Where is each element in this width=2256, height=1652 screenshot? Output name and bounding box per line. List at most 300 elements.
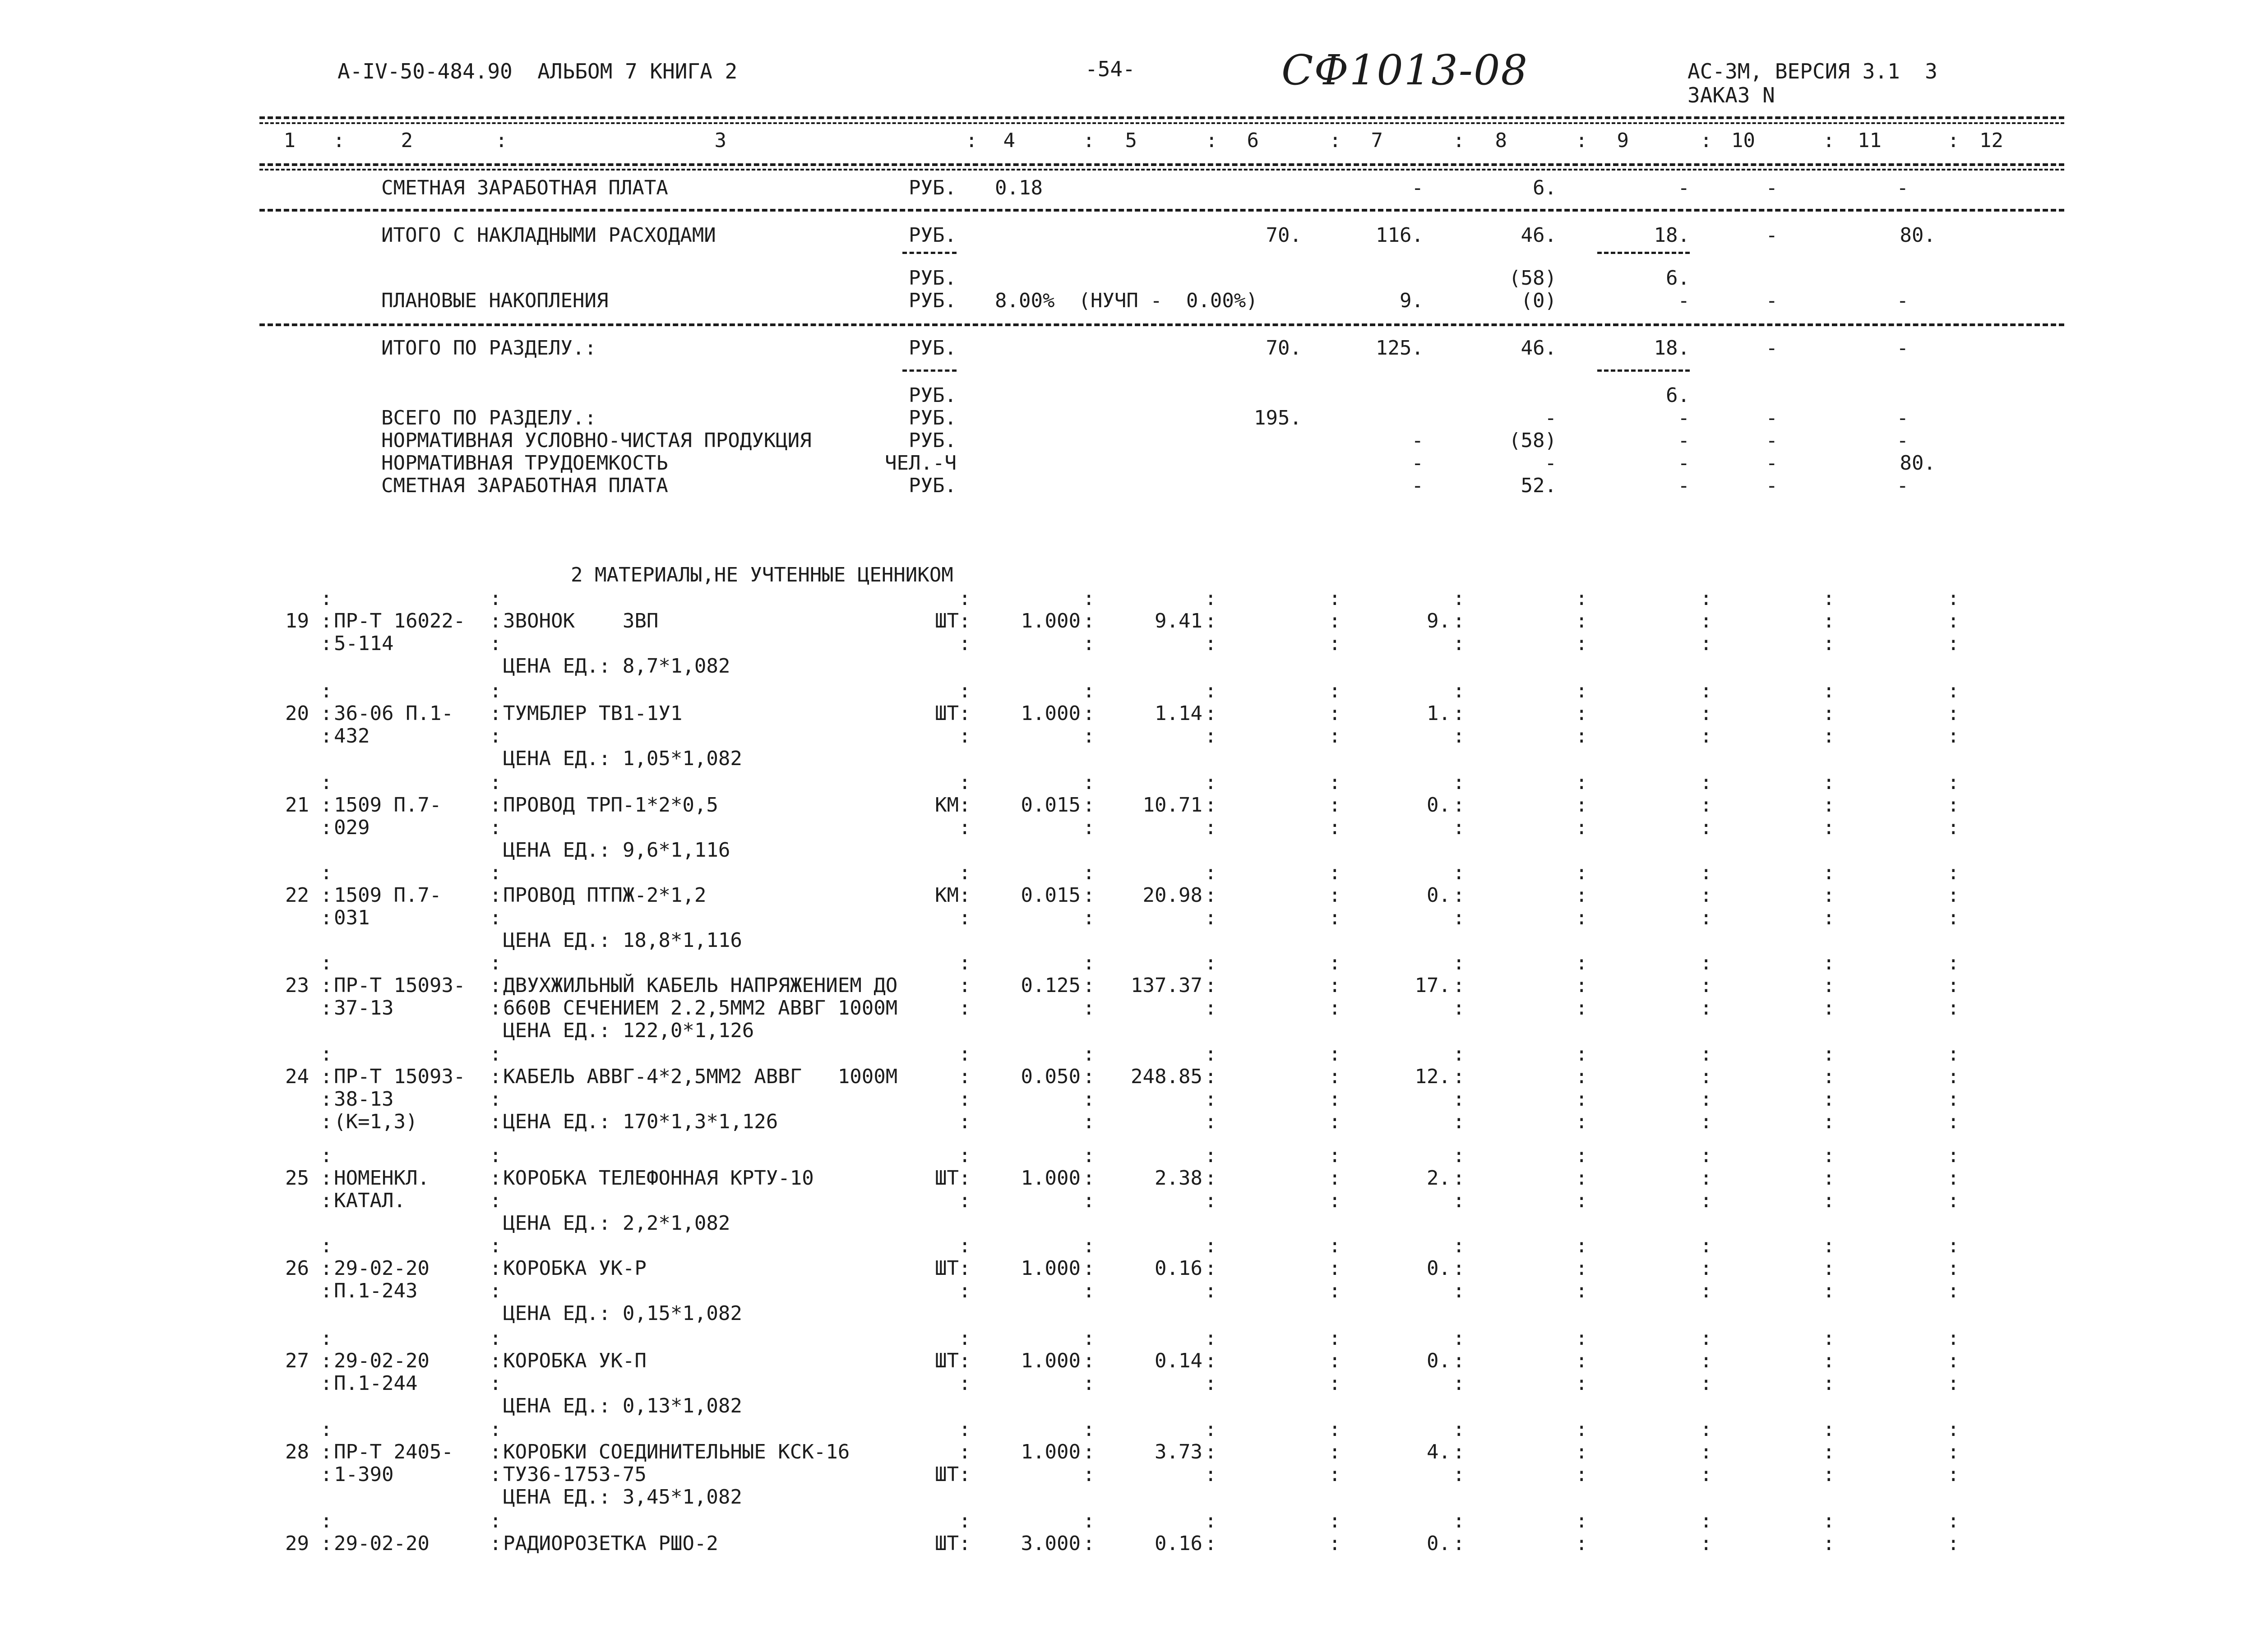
row-separator: : [1083,1327,1095,1350]
row-separator: : [1700,974,1712,997]
summary-label: НОРМАТИВНАЯ УСЛОВНО-ЧИСТАЯ ПРОДУКЦИЯ [381,429,812,452]
row-separator: : [1205,1110,1217,1133]
row-separator: : [1700,1234,1712,1257]
row-separator: : [1083,816,1095,839]
row-separator: : [1700,1532,1712,1555]
row-separator: : [959,816,971,839]
row-separator: : [1329,1372,1341,1395]
row-separator: : [320,974,333,997]
item-name: 660В СЕЧЕНИЕМ 2.2,5ММ2 АВВГ 1000М [503,997,898,1020]
row-separator: : [1576,587,1588,610]
row-separator: : [1700,1463,1712,1486]
row-separator: : [1700,1327,1712,1350]
item-unit: ШТ [935,609,959,632]
row-separator: : [490,1327,502,1350]
row-separator: : [959,1088,971,1111]
row-separator: : [1823,609,1835,632]
row-separator: : [1453,1189,1465,1212]
subtotal-underline [1597,252,1690,254]
item-price-note: ЦЕНА ЕД.: 1,05*1,082 [503,747,742,770]
row-separator: : [1329,1043,1341,1066]
item-price-note: ЦЕНА ЕД.: 122,0*1,126 [503,1019,754,1042]
item-total: 0. [1427,1257,1451,1280]
row-separator: : [1453,1349,1465,1372]
column-separator: : [333,129,345,152]
row-separator: : [1083,1372,1095,1395]
summary-value: 80. [1900,452,1936,475]
summary-value: 0.18 [995,176,1043,199]
row-separator: : [1700,1257,1712,1280]
row-separator: : [1823,794,1835,817]
summary-label: ИТОГО ПО РАЗДЕЛУ.: [381,337,596,360]
item-quantity: 0.125 [1021,974,1081,997]
row-separator: : [490,724,502,748]
item-code: 37-13 [334,997,394,1020]
row-separator: : [1329,609,1341,632]
row-separator: : [1083,1418,1095,1441]
row-separator: : [490,997,502,1020]
item-total: 1. [1427,702,1451,725]
column-separator: : [1576,129,1588,152]
row-separator: : [1947,997,1960,1020]
row-separator: : [1205,1043,1217,1066]
row-separator: : [490,974,502,997]
row-separator: : [1700,1043,1712,1066]
row-separator: : [1823,1279,1835,1302]
row-separator: : [490,1065,502,1088]
row-separator: : [1576,906,1588,929]
row-separator: : [1083,771,1095,794]
summary-value: - [1766,176,1778,199]
column-number: 4 [1003,129,1015,152]
row-separator: : [320,1327,333,1350]
row-separator: : [959,1043,971,1066]
row-separator: : [320,724,333,748]
row-separator: : [1947,974,1960,997]
row-separator: : [1205,679,1217,702]
row-separator: : [1205,587,1217,610]
row-separator: : [1205,974,1217,997]
summary-unit: РУБ. [909,176,957,199]
row-separator: : [1823,1110,1835,1133]
row-separator: : [1700,1372,1712,1395]
summary-value: - [1896,337,1909,360]
row-separator: : [320,1234,333,1257]
row-separator: : [1576,1372,1588,1395]
item-number: 19 [285,609,309,632]
item-unit: КМ [935,794,959,817]
summary-value: - [1766,474,1778,497]
summary-unit: РУБ. [909,406,957,429]
item-code: КАТАЛ. [334,1189,406,1212]
summary-value: 195. [1254,406,1302,429]
row-separator: : [1205,1234,1217,1257]
row-separator: : [959,587,971,610]
row-separator: : [1700,632,1712,655]
row-separator: : [490,1418,502,1441]
row-separator: : [1823,679,1835,702]
item-quantity: 0.050 [1021,1065,1081,1088]
summary-value: - [1766,452,1778,475]
item-unit-price: 0.16 [1155,1257,1202,1280]
row-separator: : [490,816,502,839]
row-separator: : [1823,816,1835,839]
summary-value: - [1766,337,1778,360]
row-separator: : [320,1257,333,1280]
row-separator: : [1947,1349,1960,1372]
row-separator: : [959,906,971,929]
row-separator: : [1329,997,1341,1020]
order-number: ЗАКАЗ N [1687,83,1775,107]
column-number: 9 [1617,129,1629,152]
rule-top-2 [259,122,2064,124]
row-separator: : [1947,771,1960,794]
summary-value: - [1896,406,1909,429]
item-unit-price: 20.98 [1142,884,1202,907]
row-separator: : [1329,1349,1341,1372]
row-separator: : [490,632,502,655]
row-separator: : [1700,906,1712,929]
row-separator: : [1823,997,1835,1020]
row-separator: : [1329,1257,1341,1280]
row-separator: : [1083,1279,1095,1302]
row-separator: : [1576,1463,1588,1486]
summary-label: ПЛАНОВЫЕ НАКОПЛЕНИЯ [381,289,609,312]
item-number: 26 [285,1257,309,1280]
row-separator: : [1700,1065,1712,1088]
row-separator: : [490,1349,502,1372]
item-total: 12. [1415,1065,1451,1088]
row-separator: : [490,771,502,794]
summary-value: 46. [1521,224,1557,247]
row-separator: : [1947,1144,1960,1167]
row-separator: : [1576,632,1588,655]
row-separator: : [1329,771,1341,794]
row-separator: : [1823,1065,1835,1088]
summary-value: - [1544,406,1557,429]
row-separator: : [1205,1532,1217,1555]
row-separator: : [1453,794,1465,817]
row-separator: : [959,1257,971,1280]
row-separator: : [320,861,333,884]
row-separator: : [490,1372,502,1395]
row-separator: : [320,1110,333,1133]
row-separator: : [1947,794,1960,817]
row-separator: : [1700,1144,1712,1167]
item-total: 9. [1427,609,1451,632]
rule-header-1 [259,163,2064,166]
row-separator: : [1700,884,1712,907]
rule-top-1 [259,116,2064,119]
row-separator: : [1576,1257,1588,1280]
row-separator: : [1576,1234,1588,1257]
row-separator: : [1453,724,1465,748]
row-separator: : [1700,951,1712,974]
column-number: 12 [1979,129,2003,152]
row-separator: : [1329,884,1341,907]
row-separator: : [1947,1110,1960,1133]
row-separator: : [1205,1418,1217,1441]
item-code: П.1-243 [334,1279,418,1302]
row-separator: : [320,587,333,610]
row-separator: : [490,1279,502,1302]
item-code: 29-02-20 [334,1349,430,1372]
row-separator: : [320,1043,333,1066]
item-unit: КМ [935,884,959,907]
row-separator: : [1576,816,1588,839]
row-separator: : [1576,1065,1588,1088]
row-separator: : [1823,1463,1835,1486]
row-separator: : [1947,1234,1960,1257]
row-separator: : [490,884,502,907]
item-total: 0. [1427,1349,1451,1372]
row-separator: : [320,1144,333,1167]
item-unit-price: 9.41 [1155,609,1202,632]
row-separator: : [1083,794,1095,817]
row-separator: : [959,974,971,997]
row-separator: : [1329,1144,1341,1167]
column-separator: : [495,129,508,152]
summary-value: - [1896,176,1909,199]
row-separator: : [1947,951,1960,974]
row-separator: : [959,1418,971,1441]
item-code: НОМЕНКЛ. [334,1167,430,1190]
row-separator: : [1329,724,1341,748]
item-unit: ШТ [935,702,959,725]
row-separator: : [1329,906,1341,929]
row-separator: : [1947,906,1960,929]
row-separator: : [490,587,502,610]
item-price-note: ЦЕНА ЕД.: 170*1,3*1,126 [503,1110,778,1133]
row-separator: : [1576,679,1588,702]
item-name: КАБЕЛЬ АВВГ-4*2,5ММ2 АВВГ 1000М [503,1065,898,1088]
summary-value: - [1411,176,1424,199]
row-separator: : [1205,1372,1217,1395]
row-separator: : [490,1144,502,1167]
row-separator: : [1083,1088,1095,1111]
row-separator: : [959,632,971,655]
item-price-note: ЦЕНА ЕД.: 2,2*1,082 [503,1212,730,1235]
row-separator: : [1700,702,1712,725]
row-separator: : [490,861,502,884]
summary-value: - [1678,406,1690,429]
row-separator: : [1205,1509,1217,1532]
row-separator: : [1700,1418,1712,1441]
row-separator: : [1700,609,1712,632]
subtotal-underline [902,252,957,254]
summary-value: 6. [1666,267,1690,290]
row-separator: : [1453,1327,1465,1350]
row-separator: : [1083,1234,1095,1257]
row-separator: : [1823,1088,1835,1111]
row-separator: : [1205,1144,1217,1167]
row-separator: : [1453,1440,1465,1463]
row-separator: : [1453,974,1465,997]
row-separator: : [1453,906,1465,929]
row-separator: : [1453,609,1465,632]
column-separator: : [1453,129,1465,152]
row-separator: : [1947,1532,1960,1555]
row-separator: : [1700,1509,1712,1532]
column-separator: : [1947,129,1960,152]
row-separator: : [1453,771,1465,794]
row-separator: : [1083,1144,1095,1167]
row-separator: : [1083,702,1095,725]
row-separator: : [959,1349,971,1372]
row-separator: : [1453,1167,1465,1190]
item-unit: ШТ [935,1349,959,1372]
row-separator: : [1329,1509,1341,1532]
row-separator: : [1947,609,1960,632]
item-price-note: ЦЕНА ЕД.: 0,15*1,082 [503,1302,742,1325]
summary-unit: РУБ. [909,429,957,452]
row-separator: : [1083,587,1095,610]
item-name: КОРОБКИ СОЕДИНИТЕЛЬНЫЕ КСК-16 [503,1440,850,1463]
row-separator: : [1329,1189,1341,1212]
row-separator: : [1947,861,1960,884]
row-separator: : [1205,1279,1217,1302]
item-number: 29 [285,1532,309,1555]
row-separator: : [1453,861,1465,884]
row-separator: : [1453,1463,1465,1486]
row-separator: : [1453,884,1465,907]
row-separator: : [1329,1463,1341,1486]
item-name: ТУМБЛЕР ТВ1-1У1 [503,702,683,725]
row-separator: : [1823,1043,1835,1066]
row-separator: : [1083,1257,1095,1280]
row-separator: : [1083,1509,1095,1532]
summary-label: СМЕТНАЯ ЗАРАБОТНАЯ ПЛАТА [381,474,668,497]
row-separator: : [490,1110,502,1133]
row-separator: : [1329,1234,1341,1257]
row-separator: : [1947,1257,1960,1280]
row-separator: : [1205,794,1217,817]
row-separator: : [1329,1088,1341,1111]
item-number: 21 [285,794,309,817]
column-separator: : [1823,129,1835,152]
item-quantity: 1.000 [1021,1440,1081,1463]
row-separator: : [1083,997,1095,1020]
row-separator: : [1576,1327,1588,1350]
row-separator: : [1823,884,1835,907]
row-separator: : [959,1279,971,1302]
row-separator: : [1576,1532,1588,1555]
item-unit-price: 10.71 [1142,794,1202,817]
summary-unit: РУБ. [909,289,957,312]
row-separator: : [959,1532,971,1555]
row-separator: : [1947,702,1960,725]
row-separator: : [1947,1167,1960,1190]
item-number: 23 [285,974,309,997]
row-separator: : [1947,587,1960,610]
item-code: 432 [334,724,370,748]
row-separator: : [1576,997,1588,1020]
item-number: 22 [285,884,309,907]
row-separator: : [1576,1509,1588,1532]
row-separator: : [959,1189,971,1212]
summary-value: 52. [1521,474,1557,497]
row-separator: : [959,1144,971,1167]
item-name: ЗВОНОК ЗВП [503,609,659,632]
summary-value: (58) [1509,267,1557,290]
row-separator: : [1453,1532,1465,1555]
row-separator: : [1700,1110,1712,1133]
row-separator: : [1823,632,1835,655]
row-separator: : [1947,1372,1960,1395]
column-number: 11 [1858,129,1882,152]
summary-unit: РУБ. [909,337,957,360]
row-separator: : [320,1349,333,1372]
item-name: ДВУХЖИЛЬНЫЙ КАБЕЛЬ НАПРЯЖЕНИЕМ ДО [503,974,898,997]
item-name: КОРОБКА ТЕЛЕФОННАЯ КРТУ-10 [503,1167,814,1190]
row-separator: : [1700,724,1712,748]
summary-unit: РУБ. [909,474,957,497]
row-separator: : [1329,1279,1341,1302]
row-separator: : [490,609,502,632]
row-separator: : [1329,1532,1341,1555]
item-code: ПР-Т 2405- [334,1440,453,1463]
row-separator: : [959,702,971,725]
summary-value: - [1411,452,1424,475]
row-separator: : [1205,1440,1217,1463]
row-separator: : [1453,1088,1465,1111]
row-separator: : [1700,587,1712,610]
row-separator: : [1453,1043,1465,1066]
row-separator: : [1576,609,1588,632]
summary-value: - [1411,474,1424,497]
row-separator: : [1205,1257,1217,1280]
summary-value: 80. [1900,224,1936,247]
item-unit-price: 2.38 [1155,1167,1202,1190]
item-unit-price: 1.14 [1155,702,1202,725]
item-code: ПР-Т 15093- [334,1065,466,1088]
summary-value: 116. [1376,224,1424,247]
row-separator: : [1453,679,1465,702]
item-unit-price: 0.16 [1155,1532,1202,1555]
row-separator: : [1453,702,1465,725]
column-number: 5 [1125,129,1137,152]
row-separator: : [1453,587,1465,610]
row-separator: : [959,1234,971,1257]
row-separator: : [959,609,971,632]
row-separator: : [1823,1144,1835,1167]
row-separator: : [959,724,971,748]
row-separator: : [1576,1088,1588,1111]
row-separator: : [959,1509,971,1532]
row-separator: : [1947,724,1960,748]
item-name: КОРОБКА УК-Р [503,1257,647,1280]
item-name: ПРОВОД ПТПЖ-2*1,2 [503,884,707,907]
summary-value: 6. [1666,384,1690,407]
row-separator: : [959,1372,971,1395]
row-separator: : [320,997,333,1020]
summary-unit: РУБ. [909,267,957,290]
item-unit: ШТ [935,1463,959,1486]
row-separator: : [1083,1110,1095,1133]
row-separator: : [320,951,333,974]
row-separator: : [320,816,333,839]
row-separator: : [1329,1418,1341,1441]
row-separator: : [1083,861,1095,884]
row-separator: : [1453,1065,1465,1088]
row-separator: : [959,1463,971,1486]
row-separator: : [1576,884,1588,907]
row-separator: : [1576,1279,1588,1302]
row-separator: : [1947,679,1960,702]
row-separator: : [490,1440,502,1463]
item-quantity: 1.000 [1021,609,1081,632]
row-separator: : [1823,587,1835,610]
